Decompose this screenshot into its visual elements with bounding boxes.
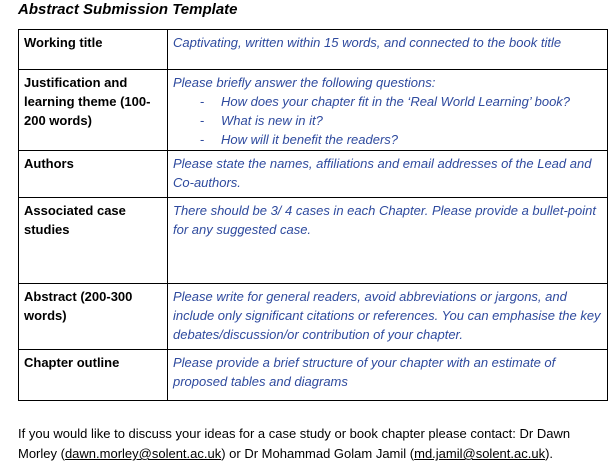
bullet-dash: -	[200, 113, 205, 128]
guidance-chapter-outline: Please provide a brief structure of your chapter with an estimate of proposed tables and diagrams	[168, 350, 608, 401]
row-label-case-studies: Associated case studies	[19, 198, 168, 284]
guidance-working-title: Captivating, written within 15 words, and connected to the book title	[168, 30, 608, 70]
question-list	[173, 92, 607, 149]
row-label-justification: Justification and learning theme (100-200 words)	[19, 70, 168, 151]
row-label-working-title: Working title	[19, 30, 168, 70]
question-text: What is new in it?	[221, 113, 323, 128]
table-row	[19, 30, 608, 70]
table-row	[19, 151, 608, 198]
contact-paragraph	[18, 424, 608, 464]
email-link-dawn-morley[interactable]: dawn.morley@solent.ac.uk	[64, 446, 222, 461]
row-label-abstract: Abstract (200-300 words)	[19, 284, 168, 350]
bullet-dash: -	[200, 132, 205, 147]
question-text: How will it benefit the readers?	[221, 132, 399, 147]
list-item	[173, 92, 607, 111]
list-item	[173, 130, 607, 149]
guidance-justification-intro: Please briefly answer the following questions:	[173, 75, 436, 90]
guidance-justification	[168, 70, 608, 151]
guidance-case-studies: There should be 3/ 4 cases in each Chapter. Please provide a bullet-point for any suggested case.	[168, 198, 608, 284]
row-label-authors: Authors	[19, 151, 168, 198]
table-row	[19, 350, 608, 401]
submission-template-table	[18, 29, 608, 401]
row-label-chapter-outline: Chapter outline	[19, 350, 168, 401]
table-row	[19, 70, 608, 151]
bullet-dash: -	[200, 94, 205, 109]
question-text: How does your chapter fit in the ‘Real World Learning’ book?	[221, 94, 571, 109]
contact-end: ).	[545, 446, 554, 461]
guidance-abstract: Please write for general readers, avoid abbreviations or jargons, and include only significant citations or references. You can emphasise the key debates/discussion/or contribution of your chapter.	[168, 284, 608, 350]
list-item	[173, 111, 607, 130]
table-row	[19, 284, 608, 350]
table-row	[19, 198, 608, 284]
contact-intro: If you would like to discuss your ideas for a case study or book chapter please contact: Dr Dawn Morley (	[18, 426, 571, 461]
contact-middle: ) or Dr Mohammad Golam Jamil (	[221, 446, 415, 461]
document-title: Abstract Submission Template	[18, 1, 238, 18]
email-link-md-jamil[interactable]: md.jamil@solent.ac.uk	[414, 446, 546, 461]
guidance-authors: Please state the names, affiliations and email addresses of the Lead and Co-authors.	[168, 151, 608, 198]
